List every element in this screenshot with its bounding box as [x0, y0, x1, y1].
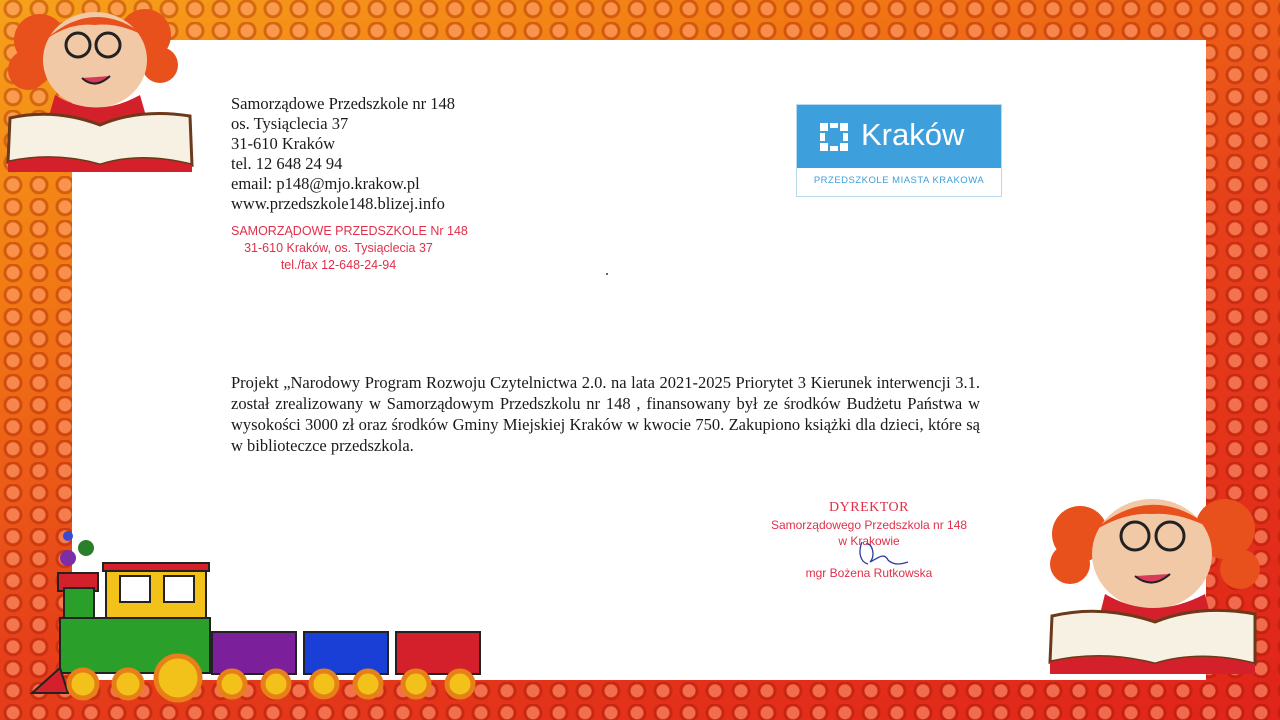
handwritten-signature-icon	[850, 538, 910, 568]
krakow-emblem-icon	[818, 121, 850, 153]
school-address-block	[231, 94, 455, 214]
girl-reading-top-left-illustration	[0, 0, 200, 180]
stamp-line: 31-610 Kraków, os. Tysiąclecia 37	[244, 241, 433, 255]
signature-title: DYREKTOR	[829, 500, 909, 515]
address-line: Samorządowe Przedszkole nr 148	[231, 94, 456, 113]
address-line: www.przedszkole148.blizej.info	[231, 194, 445, 213]
project-paragraph: Projekt „Narodowy Program Rozwoju Czytelnictwa 2.0. na lata 2021-2025 Priorytet 3 Kierunek interwencji 3.1. został zrealizowany w Samorządowym Przedszkolu nr 148 , finansowany był ze środków Budżetu Państwa w wysokości 3000 zł oraz środków Gminy Miejskiej Kraków w kwocie 750. Zakupiono książki dla dzieci, które są w biblioteczce przedszkola.	[231, 373, 980, 455]
stray-dot	[606, 273, 608, 275]
stamp-line: tel./fax 12-648-24-94	[280, 258, 397, 272]
school-stamp	[231, 223, 468, 274]
logo-city-name: Kraków	[861, 117, 965, 152]
address-line: tel. 12 648 24 94	[231, 154, 343, 173]
signature-name: mgr Bożena Rutkowska	[805, 566, 933, 580]
girl-reading-bottom-right-illustration	[1040, 484, 1270, 684]
signature-organization: Samorządowego Przedszkola nr 148	[770, 518, 968, 532]
signature-city: w Krakowie	[838, 534, 900, 548]
toy-train-illustration	[28, 528, 488, 703]
krakow-logo	[796, 104, 1002, 197]
address-line: os. Tysiąclecia 37	[231, 114, 349, 133]
address-line: 31-610 Kraków	[231, 134, 336, 153]
logo-subtitle: PRZEDSZKOLE MIASTA KRAKOWA	[813, 175, 985, 186]
address-line: email: p148@mjo.krakow.pl	[231, 174, 420, 193]
stamp-line: SAMORZĄDOWE PRZEDSZKOLE Nr 148	[231, 224, 468, 238]
